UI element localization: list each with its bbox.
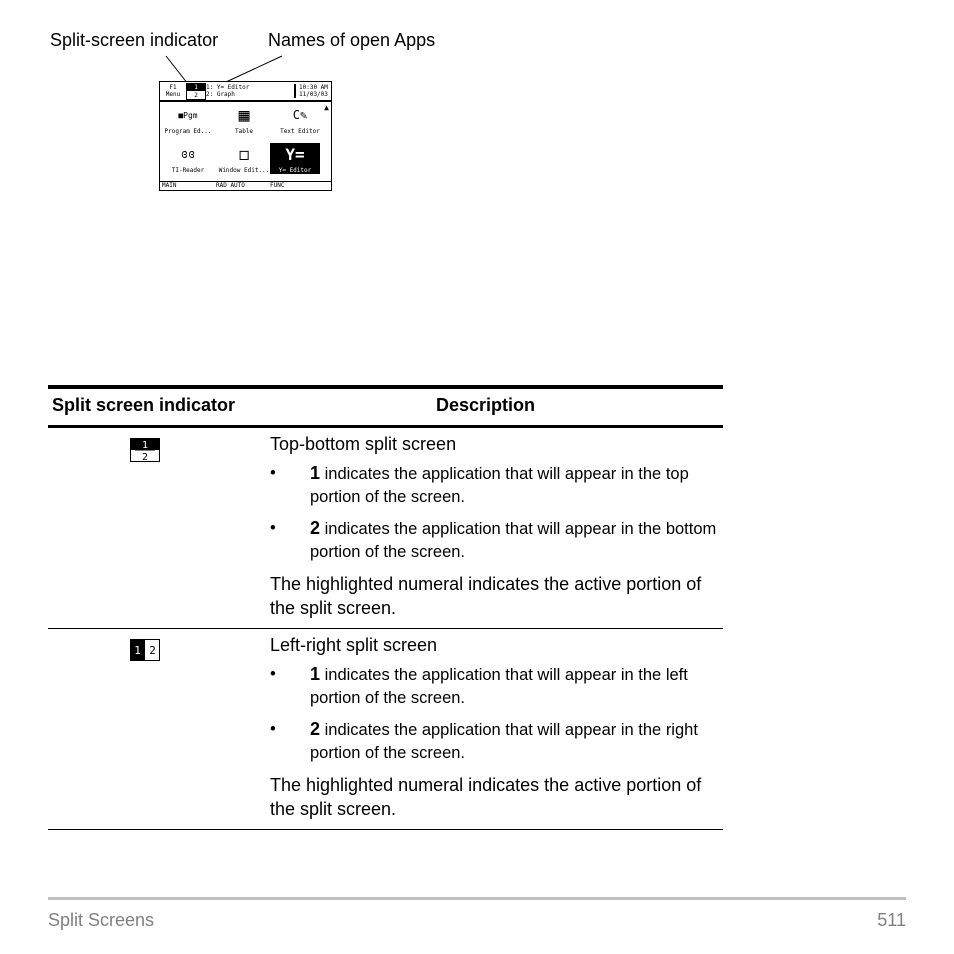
bullet-list [270, 663, 720, 765]
status-mode: MAIN [162, 182, 177, 189]
app-label: Y= Editor [278, 167, 312, 174]
f1-menu-key[interactable] [162, 84, 184, 98]
f1-label: F1 [169, 84, 177, 91]
program-editor-icon: ■Pgm [178, 110, 198, 120]
calculator-screen [159, 81, 332, 191]
status-graph: FUNC [270, 182, 285, 189]
bullet-list [270, 462, 720, 564]
indicator-top-num: 1 [187, 84, 205, 91]
glasses-icon: ɞɞ [180, 146, 196, 161]
app-name-2: 2: Graph [206, 91, 235, 98]
status-angle: RAD AUTO [216, 182, 245, 189]
list-item: • 2 indicates the application that will appear in the right portion of the screen. [270, 719, 698, 762]
table-row [48, 428, 723, 629]
bullet-text: indicates the application that will appear in the left portion of the screen. [310, 666, 688, 707]
svg-text:2: 2 [141, 452, 149, 462]
footer-rule [48, 897, 906, 900]
app-y-editor[interactable] [270, 143, 320, 174]
app-window-editor[interactable] [216, 143, 272, 174]
bullet-text: indicates the application that will appear in the right portion of the screen. [310, 721, 698, 762]
indicator-bottom-num: 2 [194, 92, 198, 99]
app-label: TI-Reader [171, 167, 205, 174]
header-split-screen-indicator: Split screen indicator [52, 395, 236, 415]
header-description: Description [436, 395, 536, 415]
bullet-number: 1 [310, 463, 321, 483]
list-item: • 2 indicates the application that will appear in the bottom portion of the screen. [270, 518, 717, 561]
svg-text:1: 1 [134, 644, 141, 657]
clock-time: 10:30 AM [299, 84, 328, 91]
row-title: Left-right split screen [270, 635, 438, 655]
y-equals-icon: Y= [285, 144, 305, 164]
status-bar [160, 181, 331, 190]
text-editor-icon: C✎ [292, 107, 308, 122]
callout-split-screen-indicator: Split-screen indicator [50, 30, 219, 50]
left-right-split-icon [130, 639, 160, 661]
app-text-editor[interactable] [272, 104, 328, 135]
svg-text:1: 1 [141, 440, 149, 451]
table-icon: ▦ [238, 104, 250, 126]
callout-leader-lines [0, 0, 954, 200]
row-note: The highlighted numeral indicates the active portion of the split screen. [270, 775, 702, 819]
footer-page-number: 511 [877, 910, 906, 930]
table-header [48, 389, 723, 425]
split-screen-table [48, 385, 723, 830]
row-note: The highlighted numeral indicates the active portion of the split screen. [270, 574, 702, 618]
bullet-text: indicates the application that will appear in the top portion of the screen. [310, 465, 689, 506]
row-title: Top-bottom split screen [270, 434, 457, 454]
split-screen-indicator [186, 83, 206, 100]
scroll-up-arrow-icon[interactable]: ▲ [324, 103, 329, 112]
bullet-number: 2 [310, 719, 321, 739]
list-item: • 1 indicates the application that will appear in the top portion of the screen. [270, 463, 689, 506]
bullet-number: 1 [310, 664, 321, 684]
bullet-text: indicates the application that will appear in the bottom portion of the screen. [310, 520, 717, 561]
list-item: • 1 indicates the application that will appear in the left portion of the screen. [270, 664, 688, 707]
clock [294, 84, 328, 98]
app-label: Window Edit... [218, 167, 270, 174]
svg-text:2: 2 [149, 644, 156, 657]
table-row [48, 629, 723, 830]
footer-section-title: Split Screens [48, 910, 155, 930]
top-bottom-split-icon [130, 438, 160, 462]
menu-label: Menu [165, 91, 181, 98]
app-table[interactable] [216, 104, 272, 135]
row-description [270, 432, 720, 620]
app-program-editor[interactable] [160, 104, 216, 135]
app-label: Text Editor [280, 128, 320, 135]
bullet-number: 2 [310, 518, 321, 538]
app-label: Program Ed... [164, 128, 212, 135]
clock-date: 11/03/03 [299, 91, 328, 98]
app-name-1: 1: Y= Editor [206, 84, 250, 91]
calc-toolbar [160, 82, 331, 102]
app-label: Table [234, 128, 254, 135]
window-editor-icon: ◻ [238, 143, 250, 165]
callout-names-of-open-apps: Names of open Apps [268, 30, 436, 50]
row-description [270, 633, 720, 821]
app-ti-reader[interactable] [160, 143, 216, 174]
open-app-names [206, 84, 249, 98]
